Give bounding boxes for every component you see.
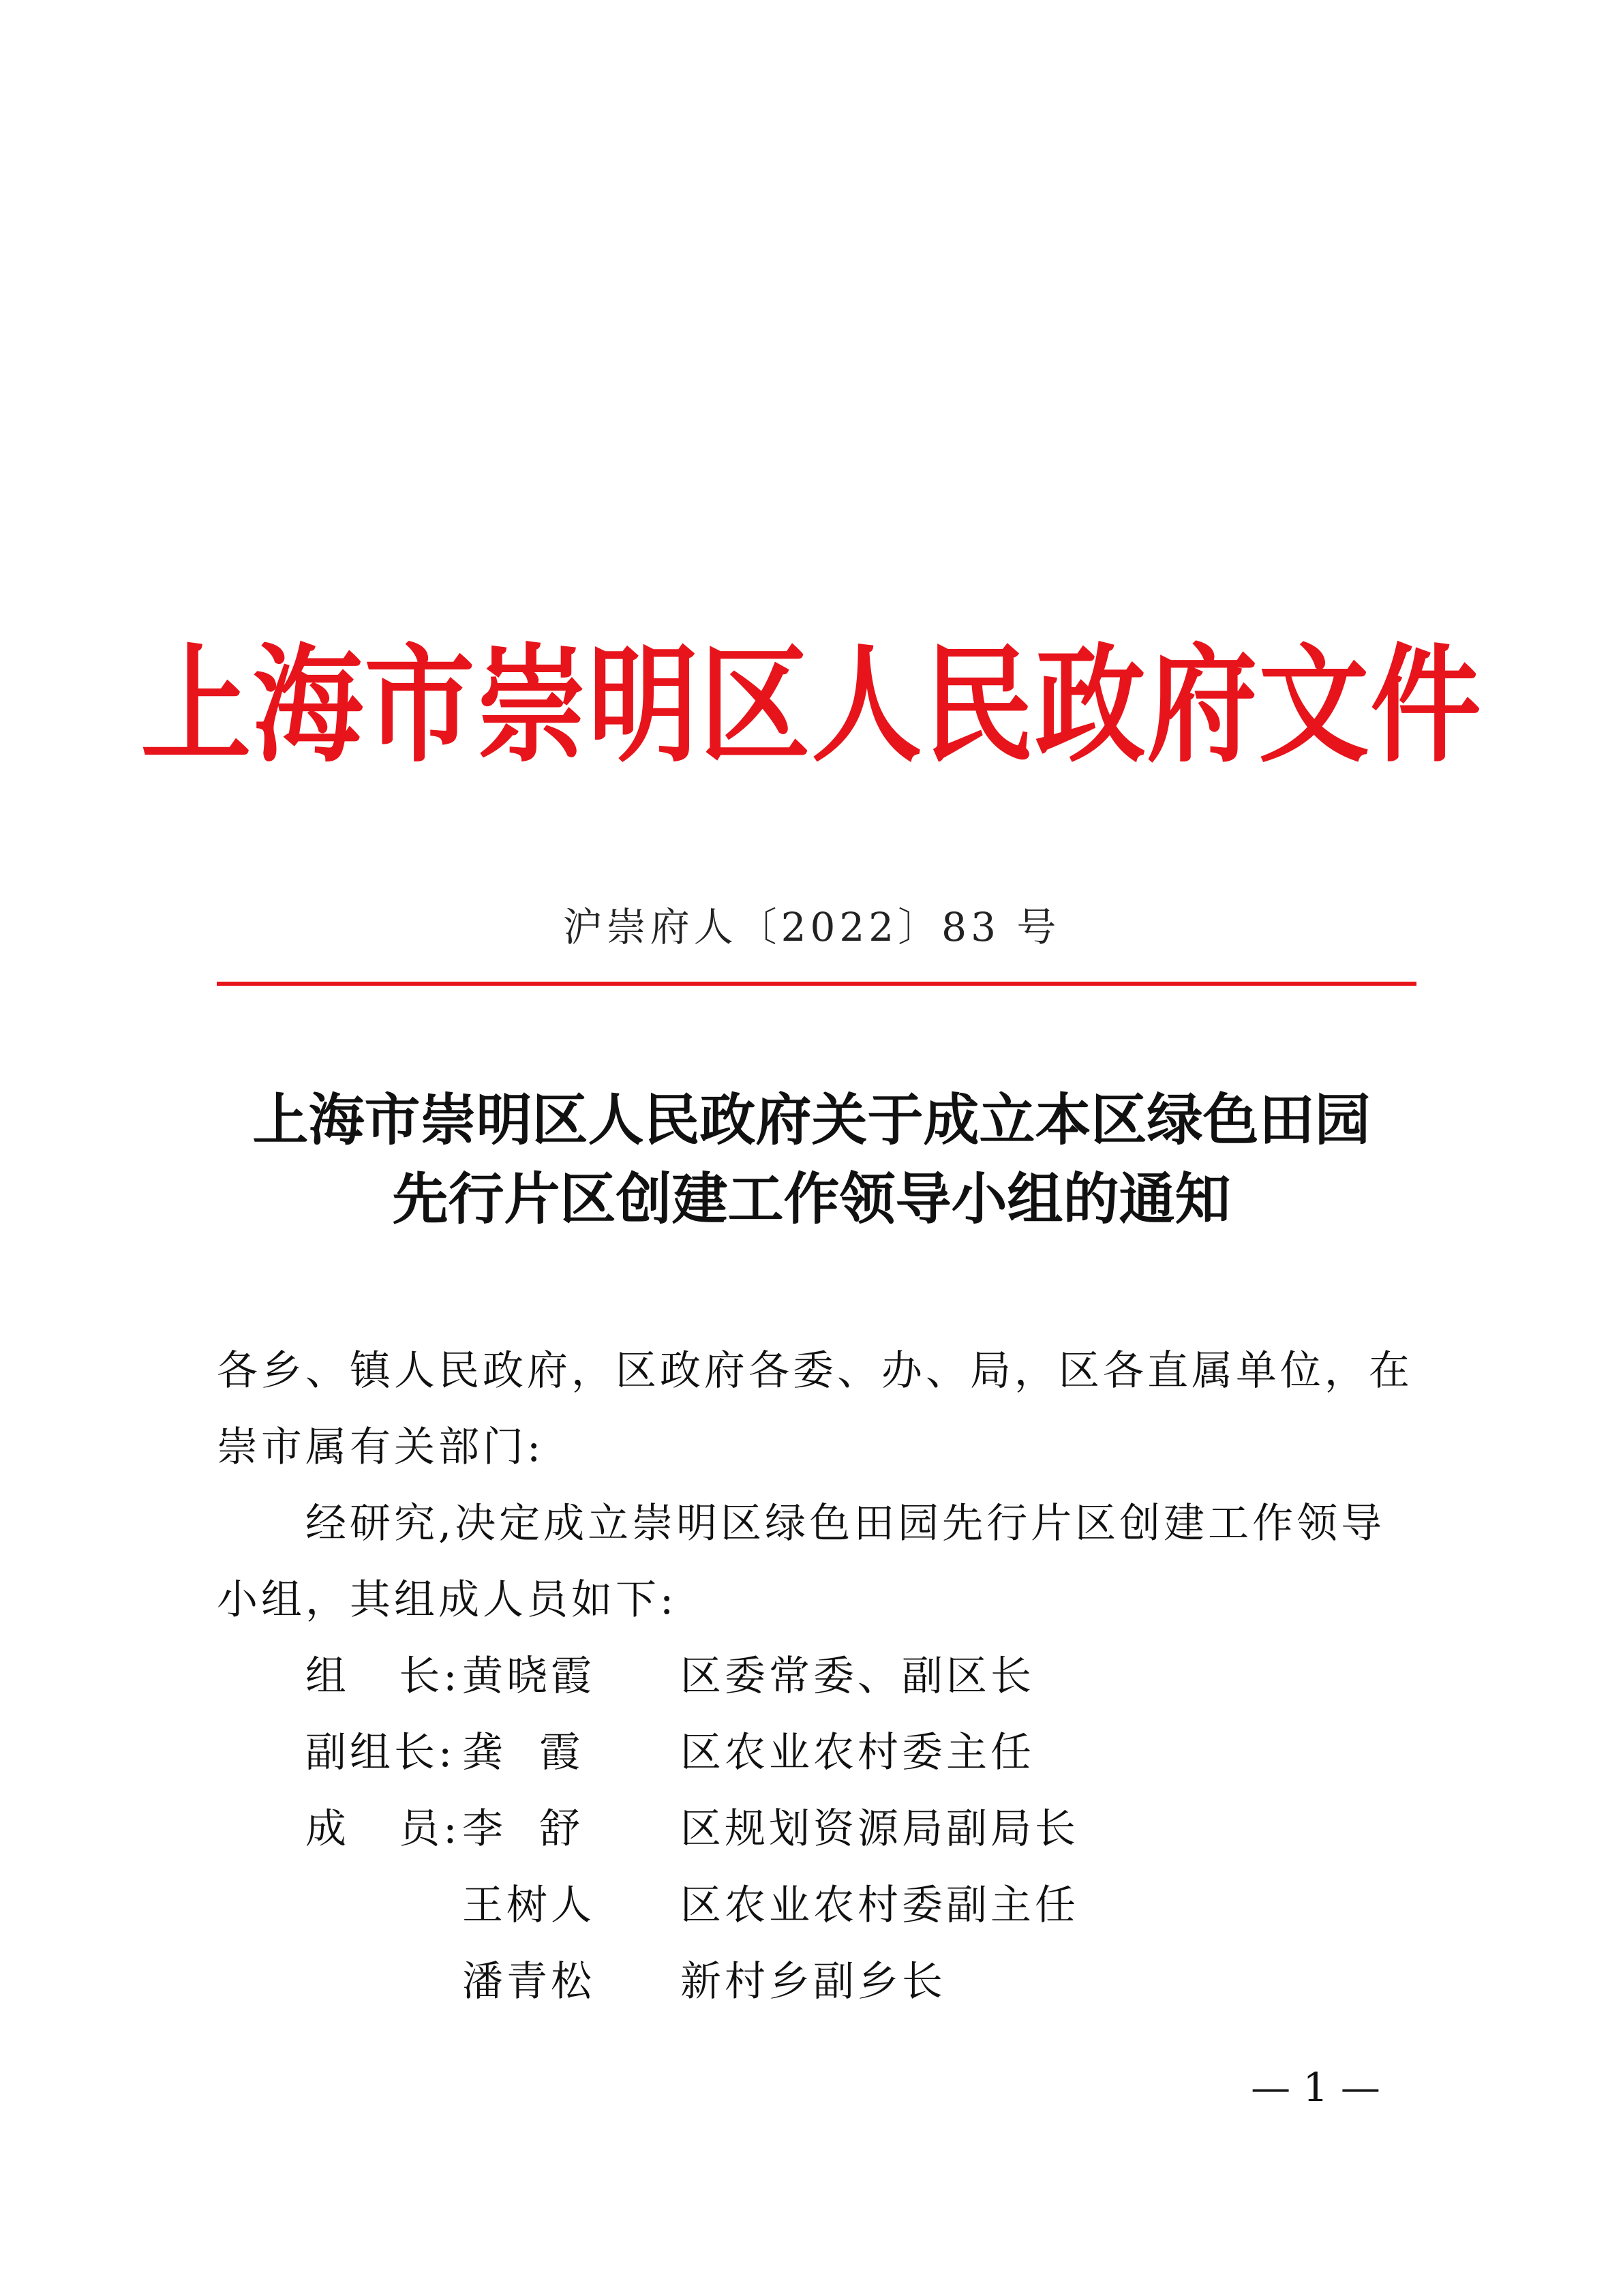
member-title: 新村乡副乡长 [680, 1958, 946, 2006]
title-line-2: 先行片区创建工作领导小组的通知 [392, 1166, 1231, 1232]
member-name: 潘青松 [462, 1958, 595, 2006]
document-body [217, 1333, 1416, 2020]
intro-paragraph: 经研究,决定成立崇明区绿色田园先行片区创建工作领导小组，其组成人员如下: [217, 1500, 1386, 1624]
member-row [217, 1944, 1416, 2020]
member-list [217, 1638, 1416, 2020]
member-row [217, 1867, 1416, 1944]
member-name: 龚 霞 [462, 1729, 584, 1777]
member-title: 区规划资源局副局长 [680, 1805, 1079, 1853]
page-number: — 1 — [1251, 2064, 1380, 2111]
document-title [177, 1081, 1446, 1239]
document-masthead: 上海市崇明区人民政府文件 [140, 631, 1483, 781]
member-name: 李 舒 [462, 1805, 584, 1853]
member-title: 区农业农村委副主任 [680, 1882, 1079, 1929]
member-role: 成 员: [305, 1805, 461, 1853]
member-row [217, 1791, 1416, 1867]
member-name: 黄晓霞 [462, 1652, 595, 1700]
member-title: 区农业农村委主任 [680, 1729, 1035, 1777]
member-role: 组 长: [305, 1652, 461, 1700]
member-title: 区委常委、副区长 [680, 1652, 1035, 1700]
member-name: 王树人 [462, 1882, 595, 1929]
member-role: 副组长: [305, 1729, 456, 1777]
document-number: 沪崇府人〔2022〕83 号 [562, 904, 1061, 950]
member-row [217, 1715, 1416, 1791]
recipients-paragraph: 各乡、镇人民政府，区政府各委、办、局，区各直属单位，在崇市属有关部门: [217, 1347, 1413, 1471]
red-divider-line [217, 982, 1416, 986]
member-row [217, 1638, 1416, 1715]
title-line-1: 上海市崇明区人民政府关于成立本区绿色田园 [252, 1087, 1371, 1153]
